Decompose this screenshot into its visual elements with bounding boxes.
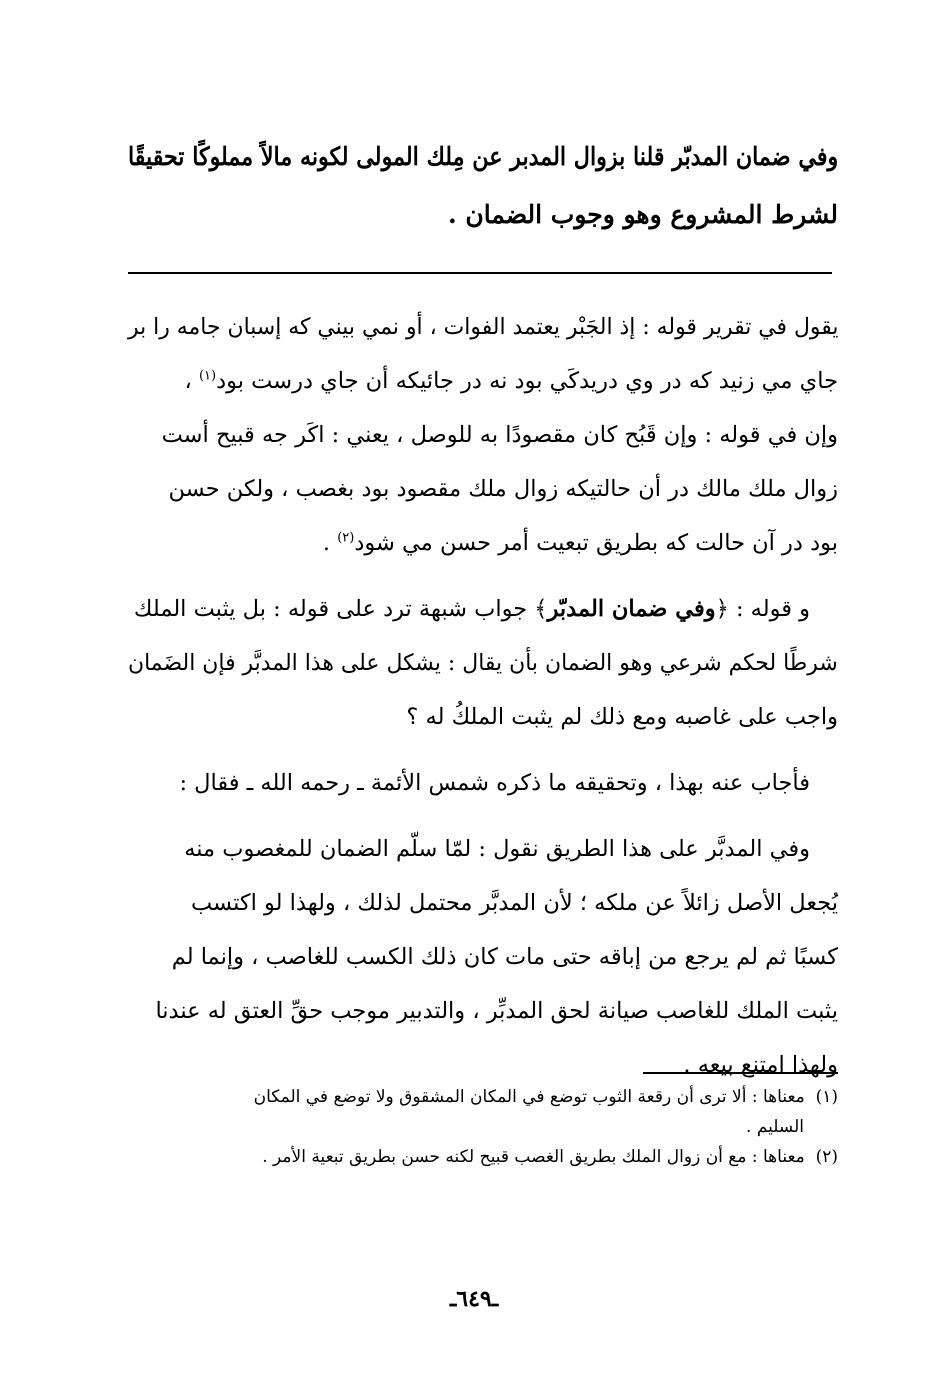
text-line	[128, 636, 838, 690]
footnote-divider	[643, 1072, 838, 1074]
footnote-text: معناها : مع أن زوال الملك بطريق الغصب قبيح لكنه حسن بطريق تبعية الأمر .	[262, 1147, 805, 1167]
line-fit: لشرط المشروع وهو وجوب الضمان .	[448, 200, 838, 229]
text-line	[128, 690, 838, 744]
text-line	[128, 876, 838, 930]
text-line	[128, 300, 838, 354]
main-text-block	[128, 128, 838, 244]
commentary-paragraph	[128, 756, 838, 810]
footnote-text: معناها : ألا ترى أن رقعة الثوب توضع في المكان المشقوق ولا توضع في المكان	[253, 1087, 805, 1107]
book-page	[128, 0, 838, 1376]
line-fit: واجب على غاصبه ومع ذلك لم يثبت الملكُ له ؟	[406, 704, 838, 730]
text-line	[128, 756, 838, 810]
line-fit: يُجعل الأصل زائلاً عن ملكه ؛ لأن المدبَّر محتمل لذلك ، ولهذا لو اكتسب	[190, 890, 838, 916]
text-span: .	[322, 530, 331, 556]
line-fit: كسبًا ثم لم يرجع من إباقه حتى مات كان ذلك الكسب للغاصب ، وإنما لم	[171, 944, 838, 970]
line-fit: وفي المدبَّر على هذا الطريق نقول : لمّا سلّم الضمان للمغصوب منه	[184, 836, 810, 862]
line-fit: السليم .	[746, 1117, 804, 1137]
line-fit	[254, 1082, 838, 1112]
footnote-1	[128, 1082, 838, 1112]
commentary-paragraph	[128, 822, 838, 1092]
footnote-number: (٢)	[815, 1147, 838, 1167]
main-text-line	[128, 128, 838, 186]
text-line	[128, 930, 838, 984]
footnote-2	[128, 1142, 838, 1172]
line-fit: وفي ضمان المدبّر قلنا بزوال المدبر عن مِلك المولى لكونه مالاً مملوكًا تحقيقًا	[127, 142, 838, 171]
page-number: ـ٦٤٩ـ	[449, 1286, 499, 1312]
line-fit	[185, 354, 838, 408]
line-fit	[323, 516, 838, 570]
section-divider	[128, 272, 832, 274]
footnote-ref: (٢)	[337, 530, 355, 546]
footnote-ref: (١)	[198, 368, 217, 384]
line-fit: يقول في تقرير قوله : إذ الجَبْر يعتمد الفوات ، أو نمي بيني كه إسبان جامه را بر	[127, 314, 838, 340]
line-fit	[134, 582, 810, 636]
line-fit: وإن في قوله : وإن قَبُح كان مقصودًا به للوصل ، يعني : اكَر جه قبيح أست	[161, 422, 838, 448]
commentary-paragraph	[128, 582, 838, 744]
text-span: بود در آن حالت كه بطريق تبعيت أمر حسن مي شود	[354, 530, 838, 556]
line-fit: يثبت الملك للغاصب صيانة لحق المدبِّر ، والتدبير موجب حقِّ العتق له عندنا	[155, 998, 838, 1024]
text-span: ،	[184, 368, 192, 394]
line-fit: زوال ملك مالك در أن حالتيكه زوال ملك مقصود بود بغصب ، ولكن حسن	[168, 476, 838, 502]
commentary-paragraph	[128, 300, 838, 570]
line-fit: شرطًا لحكم شرعي وهو الضمان بأن يقال : يشكل على هذا المدبَّر فإن الضَمان	[128, 650, 838, 676]
text-span: و قوله : ﴿	[715, 596, 810, 622]
footnote-1-continuation	[128, 1112, 838, 1142]
quoted-phrase: وفي ضمان المدبّر	[547, 596, 716, 622]
text-line	[128, 582, 838, 636]
line-fit: ولهذا امتنع بيعه .	[683, 1052, 838, 1078]
text-line	[128, 984, 838, 1038]
text-line	[128, 354, 838, 408]
line-fit: فأجاب عنه بهذا ، وتحقيقه ما ذكره شمس الأئمة ـ رحمه الله ـ فقال :	[179, 770, 810, 796]
commentary-block	[128, 300, 838, 1104]
text-line	[128, 516, 838, 570]
text-line	[128, 822, 838, 876]
text-span: جاي مي زنيد كه در وي دريدكَي بود نه در جائيكه أن جاي درست بود	[216, 368, 838, 394]
line-fit	[262, 1142, 838, 1172]
main-text-line	[128, 186, 838, 244]
footnote-number: (١)	[815, 1087, 838, 1107]
footnotes	[128, 1082, 838, 1172]
text-span: ﴾ جواب شبهة ترد على قوله : بل يثبت الملك	[133, 596, 548, 622]
text-line	[128, 408, 838, 462]
text-line	[128, 462, 838, 516]
